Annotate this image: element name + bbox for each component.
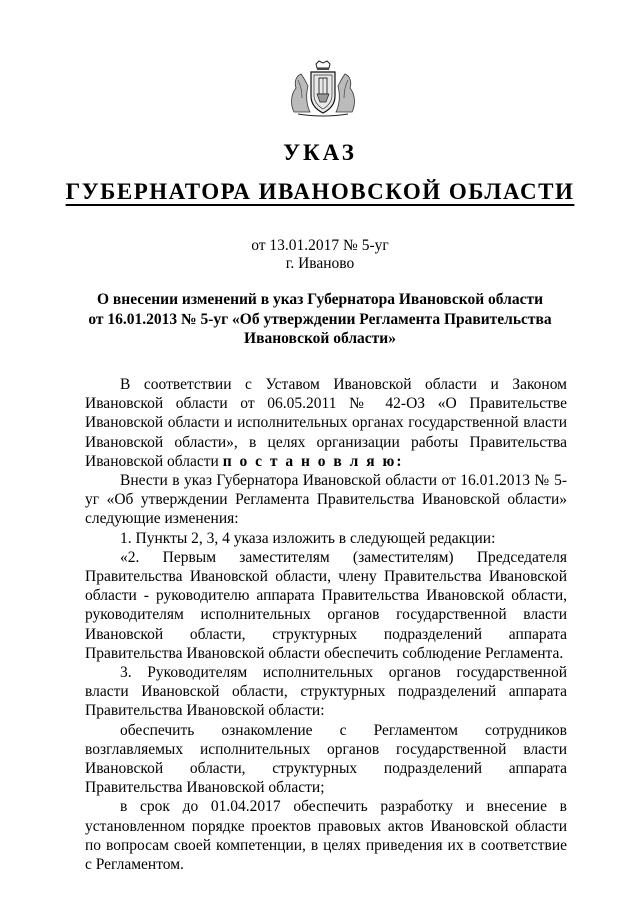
issuer-title: ГУБЕРНАТОРА ИВАНОВСКОЙ ОБЛАСТИ <box>65 179 575 204</box>
subject-line: от 16.01.2013 № 5-уг «Об утверждении Регламента Правительства <box>88 310 552 328</box>
document-title: УКАЗ <box>283 140 357 165</box>
subject-line: Ивановской области» <box>244 330 396 347</box>
preamble-paragraph <box>85 375 567 471</box>
body-paragraph: 1. Пункты 2, 3, 4 указа изложить в следующей редакции: <box>120 529 496 547</box>
document-subject <box>80 290 560 349</box>
document-body <box>85 375 567 874</box>
body-paragraph: в срок до 01.04.2017 обеспечить разработку и внесение в установленном порядке проектов правовых актов Ивановской области по вопросам своей компетенции, в целях приведения их в соответствие с Регламентом. <box>85 798 567 874</box>
body-paragraph: Внести в указ Губернатора Ивановской области от 16.01.2013 № 5-уг «Об утверждении Регламента Правительства Ивановской области» следующие изменения: <box>85 472 567 528</box>
subject-line: О внесении изменений в указ Губернатора Ивановской области <box>96 291 544 308</box>
document-date-number: от 13.01.2017 № 5-уг <box>251 237 389 254</box>
body-paragraph: обеспечить ознакомление с Регламентом сотрудников возглавляемых исполнительных органов государственной власти Ивановской области, структурных подразделений аппарата Правительства Ивановской области; <box>85 721 567 797</box>
document-city: г. Иваново <box>285 255 355 272</box>
preamble-text: В соответствии с Уставом Ивановской области и Законом Ивановской области от 06.05.2011 № 42-ОЗ «О Правительстве Ивановской области и исполнительных органах государственной власти Ивановской области», в целях организации работы Правительства Ивановской области <box>85 376 567 470</box>
decree-keyword: п о с т а н о в л я ю: <box>222 452 404 470</box>
body-paragraph: 3. Руководителям исполнительных органов государственной власти Ивановской области, структурных подразделений аппарата Правительства Ивановской области: <box>85 664 567 720</box>
body-paragraph: «2. Первым заместителям (заместителям) Председателя Правительства Ивановской области, члену Правительства Ивановской области - руководителю аппарата Правительства Ивановской области, руководителям исполнительных органов государственной власти Ивановской области, структурных подразделений аппарата Правительства Ивановской области обеспечить соблюдение Регламента. <box>85 548 567 662</box>
coat-of-arms-icon <box>286 60 360 118</box>
